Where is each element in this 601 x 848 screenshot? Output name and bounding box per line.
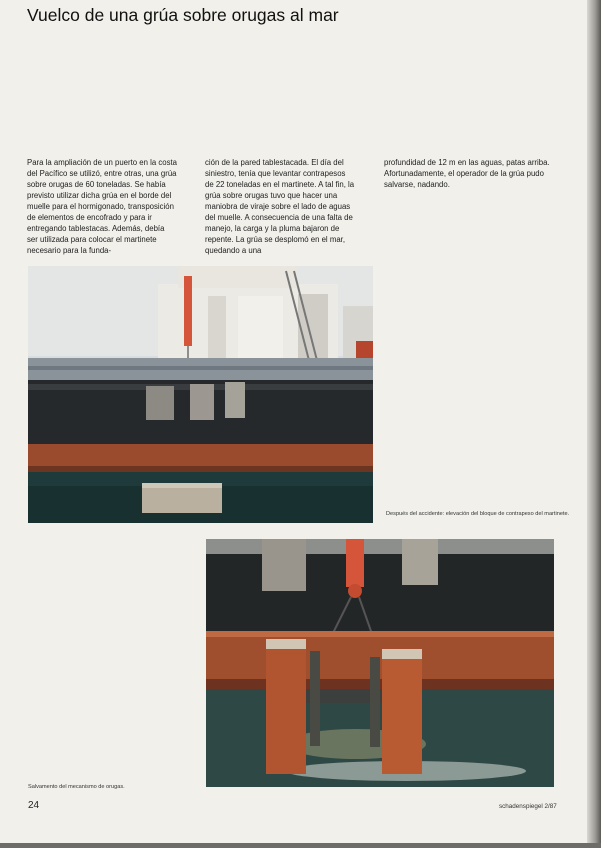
body-column-3-paragraph-2: Afortunadamente, el operador de la grúa pudo salvarse, nadando.: [384, 169, 544, 189]
body-column-3: [384, 157, 554, 190]
photo-1-caption: Después del accidente: elevación del bloque de contrapeso del martinete.: [386, 511, 570, 517]
article-title: Vuelco de una grúa sobre orugas al mar: [27, 5, 339, 25]
publication-label: schadenspiegel 2/87: [499, 803, 557, 810]
body-column-2: ción de la pared tablestacada. El día del siniestro, tenía que levantar contrapesos de 22 toneladas en el martinete. A tal fin, la grúa sobre orugas tuvo que hacer una maniobra de viraje sobre el lado de aguas del muelle. A consecuencia de una falta de manejo, la carga y la pluma bajaron de repente. La grúa se desplomó en el mar, quedando a una: [205, 158, 355, 255]
photo-2-caption: Salvamento del mecanismo de orugas.: [28, 784, 125, 790]
photo-ship-counterweight-lift: [28, 266, 373, 523]
page-edge: [587, 0, 601, 848]
body-column-3-paragraph-1: profundidad de 12 m en las aguas, patas arriba.: [384, 158, 550, 167]
photo-crawler-track-salvage: [206, 539, 554, 787]
page-bottom-edge: [0, 843, 601, 848]
body-column-1: Para la ampliación de un puerto en la costa del Pacífico se utilizó, entre otras, una grúa sobre orugas de 60 toneladas. Se había previsto utilizar dicha grúa en el borde del muelle para el hormigonado, transposición de elementos de encofrado y para ir entregando tablestacas. Además, debía ser utilizada para colocar el martinete necesario para la funda-: [27, 158, 177, 255]
page-number: 24: [28, 800, 40, 811]
